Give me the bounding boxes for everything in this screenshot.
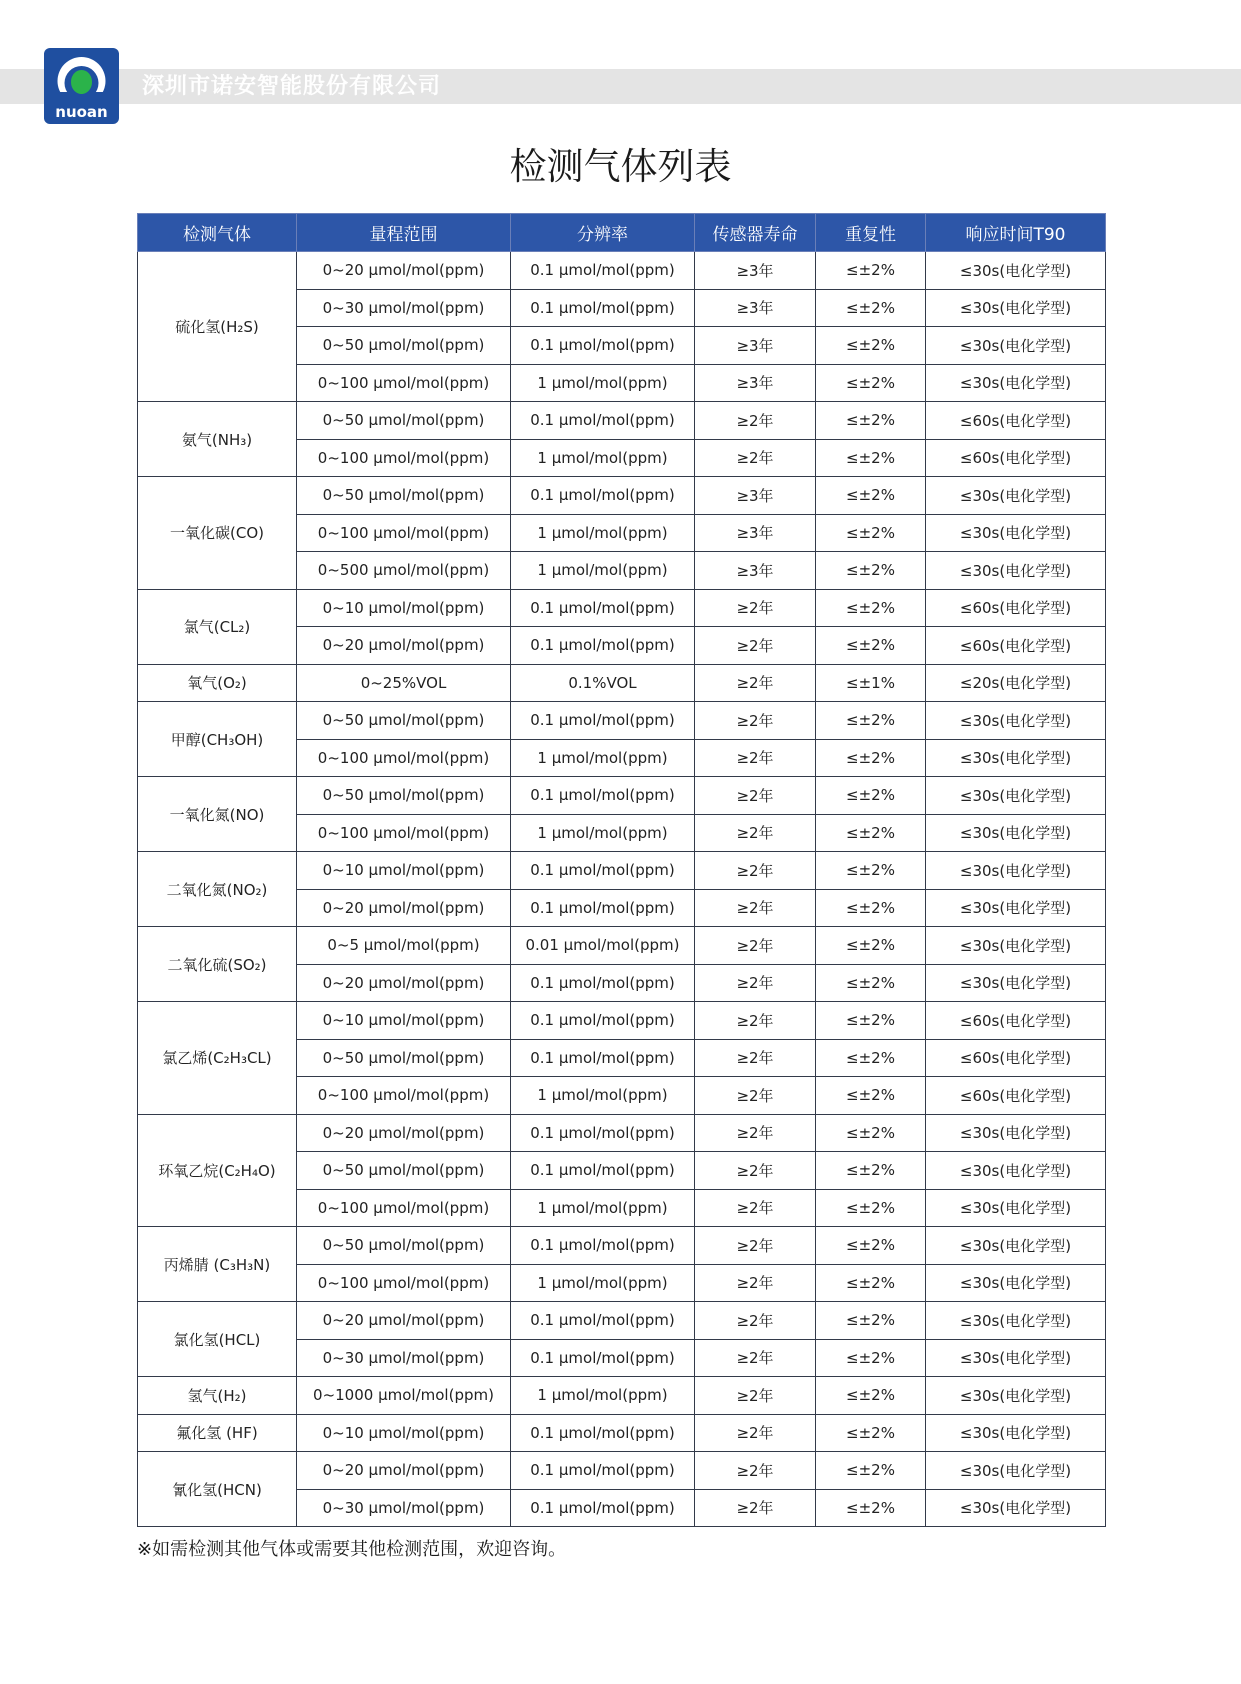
table-row xyxy=(138,1302,1106,1340)
resolution-cell: 0.1 μmol/mol(ppm) xyxy=(511,702,695,740)
repeatability-cell: ≤±2% xyxy=(816,327,926,365)
repeatability-cell: ≤±2% xyxy=(816,1339,926,1377)
repeatability-cell: ≤±2% xyxy=(816,514,926,552)
response-time-cell: ≤30s(电化学型) xyxy=(926,739,1106,777)
lifetime-cell: ≥2年 xyxy=(695,1039,816,1077)
column-header-resolution: 分辨率 xyxy=(511,214,695,252)
response-time-cell: ≤30s(电化学型) xyxy=(926,1489,1106,1527)
response-time-cell: ≤30s(电化学型) xyxy=(926,327,1106,365)
range-cell: 0~30 μmol/mol(ppm) xyxy=(297,1489,511,1527)
range-cell: 0~100 μmol/mol(ppm) xyxy=(297,814,511,852)
range-cell: 0~50 μmol/mol(ppm) xyxy=(297,1227,511,1265)
range-cell: 0~10 μmol/mol(ppm) xyxy=(297,589,511,627)
gas-name-cell: 氯化氢(HCL) xyxy=(138,1302,297,1377)
table-row xyxy=(138,664,1106,702)
resolution-cell: 0.1 μmol/mol(ppm) xyxy=(511,1452,695,1490)
lifetime-cell: ≥2年 xyxy=(695,1152,816,1190)
range-cell: 0~100 μmol/mol(ppm) xyxy=(297,364,511,402)
response-time-cell: ≤60s(电化学型) xyxy=(926,402,1106,440)
range-cell: 0~10 μmol/mol(ppm) xyxy=(297,1002,511,1040)
resolution-cell: 0.1 μmol/mol(ppm) xyxy=(511,1414,695,1452)
repeatability-cell: ≤±2% xyxy=(816,1227,926,1265)
repeatability-cell: ≤±2% xyxy=(816,1039,926,1077)
lifetime-cell: ≥3年 xyxy=(695,477,816,515)
response-time-cell: ≤30s(电化学型) xyxy=(926,889,1106,927)
lifetime-cell: ≥3年 xyxy=(695,327,816,365)
repeatability-cell: ≤±2% xyxy=(816,1114,926,1152)
lifetime-cell: ≥2年 xyxy=(695,852,816,890)
resolution-cell: 1 μmol/mol(ppm) xyxy=(511,739,695,777)
lifetime-cell: ≥2年 xyxy=(695,927,816,965)
repeatability-cell: ≤±2% xyxy=(816,1152,926,1190)
range-cell: 0~5 μmol/mol(ppm) xyxy=(297,927,511,965)
response-time-cell: ≤30s(电化学型) xyxy=(926,1302,1106,1340)
resolution-cell: 0.1%VOL xyxy=(511,664,695,702)
gas-name-cell: 二氧化氮(NO₂) xyxy=(138,852,297,927)
lifetime-cell: ≥2年 xyxy=(695,664,816,702)
lifetime-cell: ≥2年 xyxy=(695,1114,816,1152)
company-logo xyxy=(44,48,119,124)
lifetime-cell: ≥2年 xyxy=(695,1489,816,1527)
resolution-cell: 0.1 μmol/mol(ppm) xyxy=(511,1039,695,1077)
gas-name-cell: 一氧化碳(CO) xyxy=(138,477,297,590)
table-row xyxy=(138,252,1106,290)
repeatability-cell: ≤±2% xyxy=(816,402,926,440)
range-cell: 0~100 μmol/mol(ppm) xyxy=(297,514,511,552)
company-name: 深圳市诺安智能股份有限公司 xyxy=(142,74,442,99)
response-time-cell: ≤30s(电化学型) xyxy=(926,1377,1106,1415)
lifetime-cell: ≥2年 xyxy=(695,1302,816,1340)
footnote: ※如需检测其他气体或需要其他检测范围，欢迎咨询。 xyxy=(137,1539,567,1560)
table-body xyxy=(138,252,1106,1527)
resolution-cell: 0.1 μmol/mol(ppm) xyxy=(511,252,695,290)
lifetime-cell: ≥3年 xyxy=(695,552,816,590)
repeatability-cell: ≤±2% xyxy=(816,439,926,477)
response-time-cell: ≤30s(电化学型) xyxy=(926,364,1106,402)
resolution-cell: 0.1 μmol/mol(ppm) xyxy=(511,589,695,627)
response-time-cell: ≤30s(电化学型) xyxy=(926,1452,1106,1490)
response-time-cell: ≤30s(电化学型) xyxy=(926,1227,1106,1265)
response-time-cell: ≤30s(电化学型) xyxy=(926,964,1106,1002)
gas-table xyxy=(137,213,1106,1527)
repeatability-cell: ≤±2% xyxy=(816,739,926,777)
resolution-cell: 0.1 μmol/mol(ppm) xyxy=(511,289,695,327)
repeatability-cell: ≤±2% xyxy=(816,889,926,927)
resolution-cell: 1 μmol/mol(ppm) xyxy=(511,814,695,852)
response-time-cell: ≤30s(电化学型) xyxy=(926,477,1106,515)
range-cell: 0~20 μmol/mol(ppm) xyxy=(297,1302,511,1340)
repeatability-cell: ≤±2% xyxy=(816,1452,926,1490)
response-time-cell: ≤30s(电化学型) xyxy=(926,814,1106,852)
response-time-cell: ≤30s(电化学型) xyxy=(926,252,1106,290)
range-cell: 0~20 μmol/mol(ppm) xyxy=(297,889,511,927)
table-row xyxy=(138,477,1106,515)
column-header-response-time: 响应时间T90 xyxy=(926,214,1106,252)
response-time-cell: ≤30s(电化学型) xyxy=(926,1339,1106,1377)
lifetime-cell: ≥2年 xyxy=(695,1414,816,1452)
repeatability-cell: ≤±2% xyxy=(816,1302,926,1340)
lifetime-cell: ≥3年 xyxy=(695,289,816,327)
resolution-cell: 1 μmol/mol(ppm) xyxy=(511,364,695,402)
lifetime-cell: ≥2年 xyxy=(695,814,816,852)
range-cell: 0~100 μmol/mol(ppm) xyxy=(297,1077,511,1115)
repeatability-cell: ≤±2% xyxy=(816,1489,926,1527)
table-row xyxy=(138,402,1106,440)
range-cell: 0~100 μmol/mol(ppm) xyxy=(297,439,511,477)
repeatability-cell: ≤±2% xyxy=(816,964,926,1002)
response-time-cell: ≤60s(电化学型) xyxy=(926,627,1106,665)
lifetime-cell: ≥2年 xyxy=(695,589,816,627)
response-time-cell: ≤60s(电化学型) xyxy=(926,589,1106,627)
resolution-cell: 0.1 μmol/mol(ppm) xyxy=(511,477,695,515)
response-time-cell: ≤30s(电化学型) xyxy=(926,777,1106,815)
gas-name-cell: 硫化氢(H₂S) xyxy=(138,252,297,402)
repeatability-cell: ≤±2% xyxy=(816,289,926,327)
response-time-cell: ≤30s(电化学型) xyxy=(926,1264,1106,1302)
range-cell: 0~50 μmol/mol(ppm) xyxy=(297,777,511,815)
response-time-cell: ≤60s(电化学型) xyxy=(926,1039,1106,1077)
lifetime-cell: ≥2年 xyxy=(695,964,816,1002)
repeatability-cell: ≤±2% xyxy=(816,852,926,890)
lifetime-cell: ≥3年 xyxy=(695,364,816,402)
table-row xyxy=(138,852,1106,890)
resolution-cell: 0.1 μmol/mol(ppm) xyxy=(511,1152,695,1190)
repeatability-cell: ≤±2% xyxy=(816,777,926,815)
column-header-lifetime: 传感器寿命 xyxy=(695,214,816,252)
repeatability-cell: ≤±2% xyxy=(816,477,926,515)
table-row xyxy=(138,1452,1106,1490)
lifetime-cell: ≥3年 xyxy=(695,252,816,290)
repeatability-cell: ≤±2% xyxy=(816,702,926,740)
response-time-cell: ≤30s(电化学型) xyxy=(926,1414,1106,1452)
lifetime-cell: ≥2年 xyxy=(695,777,816,815)
range-cell: 0~30 μmol/mol(ppm) xyxy=(297,289,511,327)
resolution-cell: 0.1 μmol/mol(ppm) xyxy=(511,1339,695,1377)
resolution-cell: 0.01 μmol/mol(ppm) xyxy=(511,927,695,965)
repeatability-cell: ≤±2% xyxy=(816,1377,926,1415)
resolution-cell: 1 μmol/mol(ppm) xyxy=(511,1264,695,1302)
resolution-cell: 0.1 μmol/mol(ppm) xyxy=(511,1114,695,1152)
gas-name-cell: 一氧化氮(NO) xyxy=(138,777,297,852)
table-row xyxy=(138,1114,1106,1152)
lifetime-cell: ≥2年 xyxy=(695,1189,816,1227)
logo-text: nuoan xyxy=(55,103,108,121)
range-cell: 0~20 μmol/mol(ppm) xyxy=(297,627,511,665)
repeatability-cell: ≤±2% xyxy=(816,627,926,665)
resolution-cell: 0.1 μmol/mol(ppm) xyxy=(511,964,695,1002)
resolution-cell: 1 μmol/mol(ppm) xyxy=(511,439,695,477)
repeatability-cell: ≤±2% xyxy=(816,1077,926,1115)
repeatability-cell: ≤±2% xyxy=(816,1002,926,1040)
gas-name-cell: 甲醇(CH₃OH) xyxy=(138,702,297,777)
lifetime-cell: ≥2年 xyxy=(695,402,816,440)
range-cell: 0~100 μmol/mol(ppm) xyxy=(297,1264,511,1302)
range-cell: 0~30 μmol/mol(ppm) xyxy=(297,1339,511,1377)
repeatability-cell: ≤±2% xyxy=(816,927,926,965)
range-cell: 0~10 μmol/mol(ppm) xyxy=(297,852,511,890)
repeatability-cell: ≤±2% xyxy=(816,589,926,627)
gas-name-cell: 二氧化硫(SO₂) xyxy=(138,927,297,1002)
response-time-cell: ≤30s(电化学型) xyxy=(926,289,1106,327)
table-row xyxy=(138,1377,1106,1415)
response-time-cell: ≤30s(电化学型) xyxy=(926,514,1106,552)
range-cell: 0~500 μmol/mol(ppm) xyxy=(297,552,511,590)
lifetime-cell: ≥2年 xyxy=(695,889,816,927)
repeatability-cell: ≤±2% xyxy=(816,364,926,402)
resolution-cell: 0.1 μmol/mol(ppm) xyxy=(511,852,695,890)
range-cell: 0~20 μmol/mol(ppm) xyxy=(297,1114,511,1152)
lifetime-cell: ≥2年 xyxy=(695,627,816,665)
gas-name-cell: 氟化氢 (HF) xyxy=(138,1414,297,1452)
repeatability-cell: ≤±2% xyxy=(816,1414,926,1452)
resolution-cell: 0.1 μmol/mol(ppm) xyxy=(511,889,695,927)
column-header-repeatability: 重复性 xyxy=(816,214,926,252)
gas-name-cell: 氧气(O₂) xyxy=(138,664,297,702)
response-time-cell: ≤30s(电化学型) xyxy=(926,852,1106,890)
range-cell: 0~100 μmol/mol(ppm) xyxy=(297,1189,511,1227)
resolution-cell: 1 μmol/mol(ppm) xyxy=(511,552,695,590)
resolution-cell: 1 μmol/mol(ppm) xyxy=(511,1189,695,1227)
page-title: 检测气体列表 xyxy=(509,145,732,188)
repeatability-cell: ≤±2% xyxy=(816,1189,926,1227)
resolution-cell: 0.1 μmol/mol(ppm) xyxy=(511,1302,695,1340)
response-time-cell: ≤30s(电化学型) xyxy=(926,1114,1106,1152)
gas-name-cell: 氰化氢(HCN) xyxy=(138,1452,297,1527)
response-time-cell: ≤30s(电化学型) xyxy=(926,1189,1106,1227)
lifetime-cell: ≥2年 xyxy=(695,1452,816,1490)
range-cell: 0~50 μmol/mol(ppm) xyxy=(297,1039,511,1077)
column-header-gas: 检测气体 xyxy=(138,214,297,252)
range-cell: 0~50 μmol/mol(ppm) xyxy=(297,477,511,515)
range-cell: 0~50 μmol/mol(ppm) xyxy=(297,402,511,440)
lifetime-cell: ≥2年 xyxy=(695,739,816,777)
response-time-cell: ≤60s(电化学型) xyxy=(926,439,1106,477)
lifetime-cell: ≥2年 xyxy=(695,1077,816,1115)
repeatability-cell: ≤±2% xyxy=(816,552,926,590)
range-cell: 0~50 μmol/mol(ppm) xyxy=(297,702,511,740)
table-row xyxy=(138,1227,1106,1265)
response-time-cell: ≤60s(电化学型) xyxy=(926,1077,1106,1115)
response-time-cell: ≤30s(电化学型) xyxy=(926,927,1106,965)
repeatability-cell: ≤±2% xyxy=(816,1264,926,1302)
range-cell: 0~20 μmol/mol(ppm) xyxy=(297,1452,511,1490)
gas-name-cell: 氯乙烯(C₂H₃CL) xyxy=(138,1002,297,1115)
range-cell: 0~50 μmol/mol(ppm) xyxy=(297,327,511,365)
resolution-cell: 1 μmol/mol(ppm) xyxy=(511,1377,695,1415)
table-row xyxy=(138,1414,1106,1452)
gas-name-cell: 环氧乙烷(C₂H₄O) xyxy=(138,1114,297,1227)
table-header-row xyxy=(138,214,1106,252)
table-row xyxy=(138,702,1106,740)
lifetime-cell: ≥3年 xyxy=(695,514,816,552)
lifetime-cell: ≥2年 xyxy=(695,1339,816,1377)
lifetime-cell: ≥2年 xyxy=(695,1227,816,1265)
table-row xyxy=(138,589,1106,627)
resolution-cell: 1 μmol/mol(ppm) xyxy=(511,514,695,552)
lifetime-cell: ≥2年 xyxy=(695,1264,816,1302)
response-time-cell: ≤30s(电化学型) xyxy=(926,702,1106,740)
response-time-cell: ≤30s(电化学型) xyxy=(926,552,1106,590)
gas-name-cell: 氯气(CL₂) xyxy=(138,589,297,664)
range-cell: 0~10 μmol/mol(ppm) xyxy=(297,1414,511,1452)
range-cell: 0~100 μmol/mol(ppm) xyxy=(297,739,511,777)
lifetime-cell: ≥2年 xyxy=(695,1377,816,1415)
resolution-cell: 0.1 μmol/mol(ppm) xyxy=(511,402,695,440)
range-cell: 0~25%VOL xyxy=(297,664,511,702)
resolution-cell: 0.1 μmol/mol(ppm) xyxy=(511,327,695,365)
range-cell: 0~50 μmol/mol(ppm) xyxy=(297,1152,511,1190)
range-cell: 0~1000 μmol/mol(ppm) xyxy=(297,1377,511,1415)
range-cell: 0~20 μmol/mol(ppm) xyxy=(297,964,511,1002)
lifetime-cell: ≥2年 xyxy=(695,1002,816,1040)
response-time-cell: ≤20s(电化学型) xyxy=(926,664,1106,702)
resolution-cell: 0.1 μmol/mol(ppm) xyxy=(511,777,695,815)
repeatability-cell: ≤±2% xyxy=(816,814,926,852)
resolution-cell: 0.1 μmol/mol(ppm) xyxy=(511,1002,695,1040)
table-row xyxy=(138,927,1106,965)
resolution-cell: 0.1 μmol/mol(ppm) xyxy=(511,1489,695,1527)
resolution-cell: 1 μmol/mol(ppm) xyxy=(511,1077,695,1115)
lifetime-cell: ≥2年 xyxy=(695,439,816,477)
repeatability-cell: ≤±2% xyxy=(816,252,926,290)
repeatability-cell: ≤±1% xyxy=(816,664,926,702)
table-row xyxy=(138,777,1106,815)
column-header-range: 量程范围 xyxy=(297,214,511,252)
response-time-cell: ≤30s(电化学型) xyxy=(926,1152,1106,1190)
lifetime-cell: ≥2年 xyxy=(695,702,816,740)
gas-name-cell: 氢气(H₂) xyxy=(138,1377,297,1415)
gas-name-cell: 丙烯腈 (C₃H₃N) xyxy=(138,1227,297,1302)
resolution-cell: 0.1 μmol/mol(ppm) xyxy=(511,627,695,665)
resolution-cell: 0.1 μmol/mol(ppm) xyxy=(511,1227,695,1265)
range-cell: 0~20 μmol/mol(ppm) xyxy=(297,252,511,290)
gas-name-cell: 氨气(NH₃) xyxy=(138,402,297,477)
response-time-cell: ≤60s(电化学型) xyxy=(926,1002,1106,1040)
table-row xyxy=(138,1002,1106,1040)
